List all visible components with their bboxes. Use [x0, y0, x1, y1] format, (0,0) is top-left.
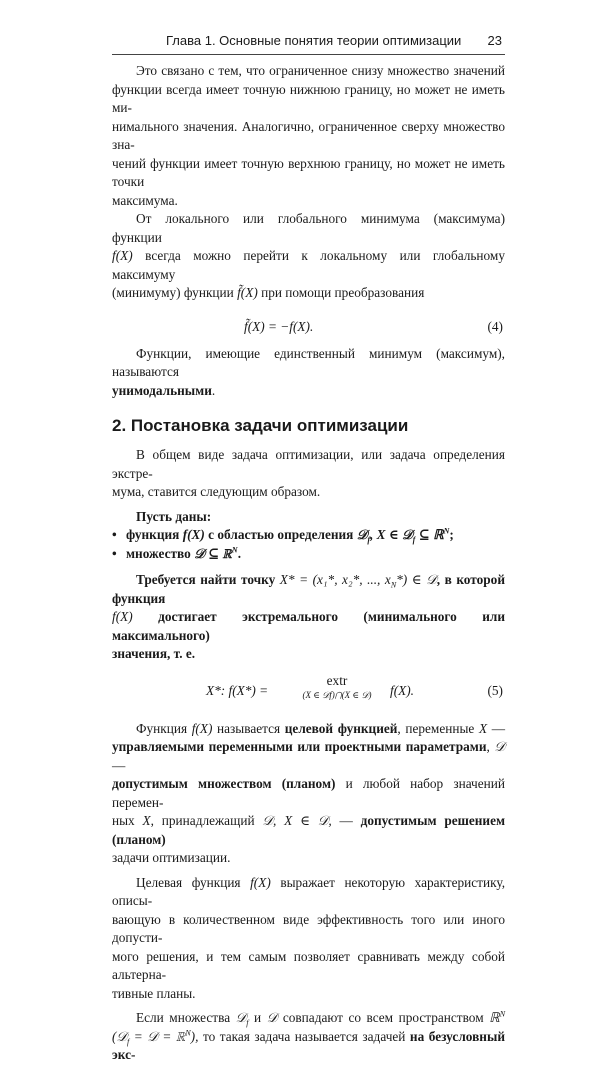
math-symbol: X* = (x₁*, x₂*, ..., x: [279, 572, 391, 587]
math-x: X: [478, 720, 488, 736]
formula-5: [112, 670, 505, 720]
text-line: максимума.: [112, 192, 178, 208]
math-symbol: ℝ: [489, 1010, 500, 1025]
text-line: [112, 720, 505, 739]
text-run: Функция: [136, 720, 188, 736]
term-feasible-set: допустимым множеством (планом): [112, 776, 336, 791]
equation-number: (5): [487, 682, 503, 698]
text-line: [112, 284, 505, 303]
math-f-of-x: f(X): [182, 527, 205, 542]
text-run: Целевая функция: [136, 874, 241, 890]
text-line: Функции, имеющие единственный минимум (максимум), называются: [112, 345, 505, 379]
section-heading: 2. Постановка задачи оптимизации: [112, 416, 409, 435]
math-superscript: N: [231, 545, 238, 555]
text-run: выражает некоторую характеристику, описы-: [112, 874, 506, 908]
paragraph-general: [112, 446, 505, 502]
text-run: Если множества: [136, 1010, 231, 1025]
math-equality: [112, 1028, 199, 1047]
text-line: [112, 571, 505, 608]
text-run: всегда можно перейти к локальному или глобальному максимуму: [112, 248, 505, 282]
text-run: , в которой функция: [112, 572, 505, 606]
text-line: значения, т. е.: [112, 646, 196, 661]
text-run: множество: [126, 545, 191, 561]
text-run: ;: [449, 527, 454, 542]
paragraph-terms: [112, 720, 505, 868]
math-symbol: (𝒟: [112, 1028, 128, 1044]
extr-operator: extr: [326, 672, 348, 688]
math-f-of-x: f(X): [191, 720, 213, 736]
text-line: задачи оптимизации.: [112, 850, 231, 865]
math-symbol: ),: [190, 1028, 199, 1044]
math-domain-f: [235, 1010, 249, 1028]
text-run: , принадлежащий: [150, 813, 255, 828]
text-line: [112, 874, 505, 911]
text-run: называется: [217, 720, 281, 736]
text-line: [112, 1009, 505, 1028]
list-item: [112, 545, 505, 564]
text-run: функция: [126, 527, 180, 542]
math-superscript: N: [185, 1028, 191, 1038]
math-superscript: N: [499, 1009, 506, 1019]
text-run: ных: [112, 813, 135, 828]
text-run: .: [237, 545, 242, 561]
text-run: совпадают со всем пространством: [282, 1010, 484, 1025]
math-symbol: = 𝒟 = ℝ: [129, 1028, 186, 1044]
text-run: (минимуму) функции: [112, 285, 234, 300]
page-number: 23: [487, 33, 502, 48]
text-line: [112, 1028, 505, 1065]
math-optimal-point: [279, 572, 437, 590]
text-line: [112, 812, 505, 849]
math-symbol: , X ∈ 𝒟: [370, 527, 413, 542]
text-run: , переменные: [397, 720, 475, 736]
paragraph-transform: [112, 210, 505, 303]
math-f-tilde: f̃(X): [237, 285, 258, 300]
math-symbol: 𝒟: [356, 527, 368, 542]
formula-4: [112, 311, 505, 345]
text-run: с областью определения: [208, 527, 354, 542]
math-domain: 𝒟: [494, 739, 505, 754]
text-line: чений функции имеет точную верхнюю границу, но может не иметь точки: [112, 155, 505, 189]
text-run: —: [491, 720, 505, 736]
text-run: —: [339, 813, 353, 828]
math-subscript: f: [127, 1037, 130, 1047]
math-subscript: f: [412, 535, 416, 545]
text-run: —: [112, 757, 126, 773]
text-run: .: [211, 382, 216, 398]
text-line: мума, ставится следующим образом.: [112, 484, 321, 499]
text-line: [112, 608, 505, 645]
text-line: [112, 775, 505, 812]
chapter-title: Глава 1. Основные понятия теории оптимизации: [166, 33, 462, 48]
term-objective-function: целевой функцией: [284, 720, 398, 736]
bullet-icon: •: [112, 527, 117, 542]
text-run: при помощи преобразования: [261, 285, 425, 300]
text-run: ,: [486, 739, 490, 754]
math-f-of-x: f(X): [250, 874, 271, 890]
text-line: тивные планы.: [112, 985, 196, 1001]
math-f-of-x: f(X): [112, 609, 133, 624]
running-header: [112, 30, 505, 55]
bullet-icon: •: [112, 545, 117, 561]
text-line: нимального значения. Аналогично, ограниченное сверху множество зна-: [112, 118, 505, 152]
formula-expression: f̃(X) = −f(X).: [244, 318, 314, 334]
term-design-parameters: управляемыми переменными или проектными параметрами: [112, 739, 487, 754]
paragraph-requirement: [112, 571, 505, 664]
math-f-of-x: f(X): [112, 248, 133, 263]
text-line: Это связано с тем, что ограниченное снизу множество значений: [136, 63, 505, 78]
math-symbol: 𝒟 ⊆ ℝ: [194, 545, 232, 561]
text-run: и: [254, 1010, 262, 1025]
text-line: [112, 738, 505, 775]
math-superscript: N: [443, 526, 450, 536]
math-domain: 𝒟: [266, 1010, 278, 1025]
text-line: [112, 382, 505, 401]
text-line: От локального или глобального минимума (максимума) функции: [112, 211, 505, 245]
extr-subscript: (X ∈ 𝒟f)⋂(X ∈ 𝒟): [302, 689, 372, 700]
text-run: то такая задача называется задачей: [202, 1028, 406, 1044]
text-line: мого решения, и тем самым позволяет сравнивать между собой альтерна-: [112, 948, 505, 982]
text-line: функции всегда имеет точную нижнюю границу, но может не иметь ми-: [112, 81, 505, 115]
text-line: В общем виде задача оптимизации, или задача определения экстре-: [112, 447, 505, 481]
text-run: и любой набор значений перемен-: [112, 776, 505, 810]
paragraph-unimodal: [112, 345, 505, 401]
page-content: [112, 62, 505, 1065]
math-symbol: *) ∈ 𝒟: [396, 572, 437, 587]
given-label: Пусть даны:: [136, 508, 212, 524]
paragraph-bounded-set: [112, 62, 505, 210]
term-unimodal: унимодальными: [112, 382, 212, 398]
math-symbol: ⊆ ℝ: [415, 527, 444, 542]
formula-lhs: X*: f(X*) =: [206, 682, 269, 698]
math-subscript: f: [246, 1018, 249, 1028]
list-item: [112, 526, 505, 545]
math-subscript: f: [367, 535, 370, 545]
text-line: вающую в количественном виде эффективность того или иного допусти-: [112, 911, 505, 945]
formula-operator: [272, 672, 402, 700]
text-run: Требуется найти точку: [136, 572, 276, 587]
math-subscript: N: [390, 580, 397, 590]
math-membership: X ∈ 𝒟,: [284, 813, 332, 828]
term-unconstrained: на безусловный экс-: [112, 1028, 505, 1062]
equation-number: (4): [487, 318, 503, 334]
term-feasible-solution: допустимым решением (планом): [112, 813, 506, 847]
math-set: [194, 546, 238, 561]
text-run: достигает экстремального (минимального или максимального): [112, 609, 506, 643]
math-x: X: [142, 813, 151, 828]
math-domain: 𝒟,: [262, 813, 277, 828]
math-symbol: 𝒟: [235, 1010, 247, 1025]
math-space: [489, 1010, 505, 1025]
paragraph-objective: [112, 874, 505, 1004]
given-list: [112, 526, 505, 563]
text-line: [112, 247, 505, 284]
math-domain: [356, 526, 450, 545]
paragraph-unconstrained: [112, 1009, 505, 1065]
formula-rhs: f(X).: [390, 682, 414, 698]
